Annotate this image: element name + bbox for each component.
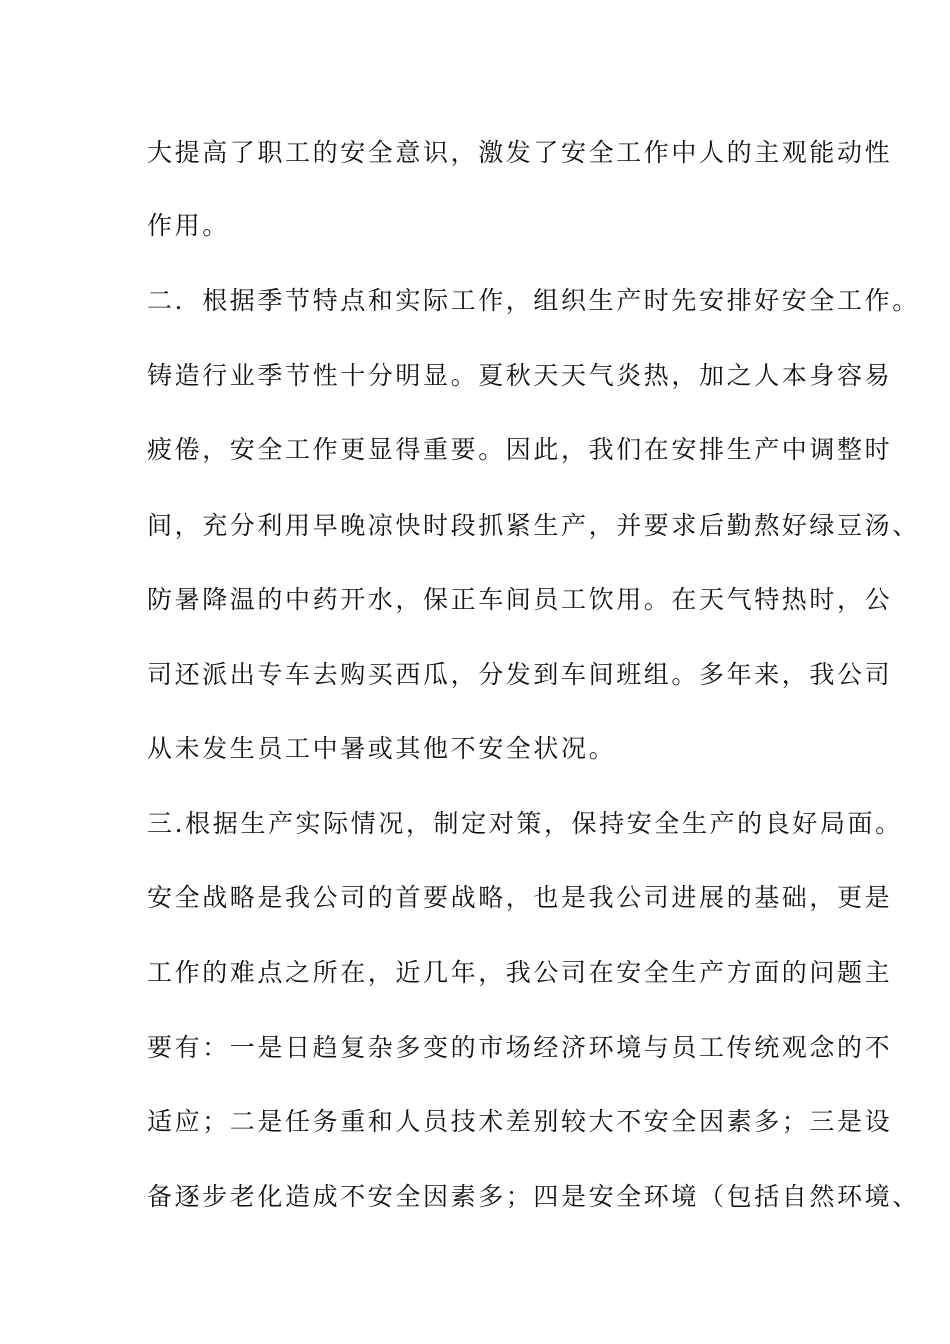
text-line-3: 二．根据季节特点和实际工作，组织生产时先安排好安全工作。	[147, 286, 920, 315]
text-line-6: 间，充分利用早晚凉快时段抓紧生产，并要求后勤熬好绿豆汤、	[147, 511, 920, 540]
text-line-12: 工作的难点之所在，近几年，我公司在安全生产方面的问题主	[147, 958, 893, 987]
text-line-14: 适应；二是任务重和人员技术差别较大不安全因素多；三是设	[147, 1107, 893, 1136]
text-line-7: 防暑降温的中药开水，保正车间员工饮用。在天气特热时，公	[147, 585, 893, 614]
text-line-15: 备逐步老化造成不安全因素多；四是安全环境（包括自然环境、	[147, 1182, 920, 1211]
text-line-13: 要有：一是日趋复杂多变的市场经济环境与员工传统观念的不	[147, 1033, 893, 1062]
text-line-1: 大提高了职工的安全意识，激发了安全工作中人的主观能动性	[147, 138, 893, 167]
text-line-8: 司还派出专车去购买西瓜，分发到车间班组。多年来，我公司	[147, 660, 893, 689]
text-line-5: 疲倦，安全工作更显得重要。因此，我们在安排生产中调整时	[147, 435, 893, 464]
text-line-9: 从未发生员工中暑或其他不安全状况。	[147, 734, 617, 763]
section-heading-3: 三.根据生产实际情况，制定对策，保持安全生产的良好局面。	[147, 809, 903, 838]
text-line-4: 铸造行业季节性十分明显。夏秋天天气炎热，加之人本身容易	[147, 361, 893, 390]
text-line-2: 作用。	[147, 211, 230, 240]
text-line-11: 安全战略是我公司的首要战略，也是我公司进展的基础，更是	[147, 883, 893, 912]
